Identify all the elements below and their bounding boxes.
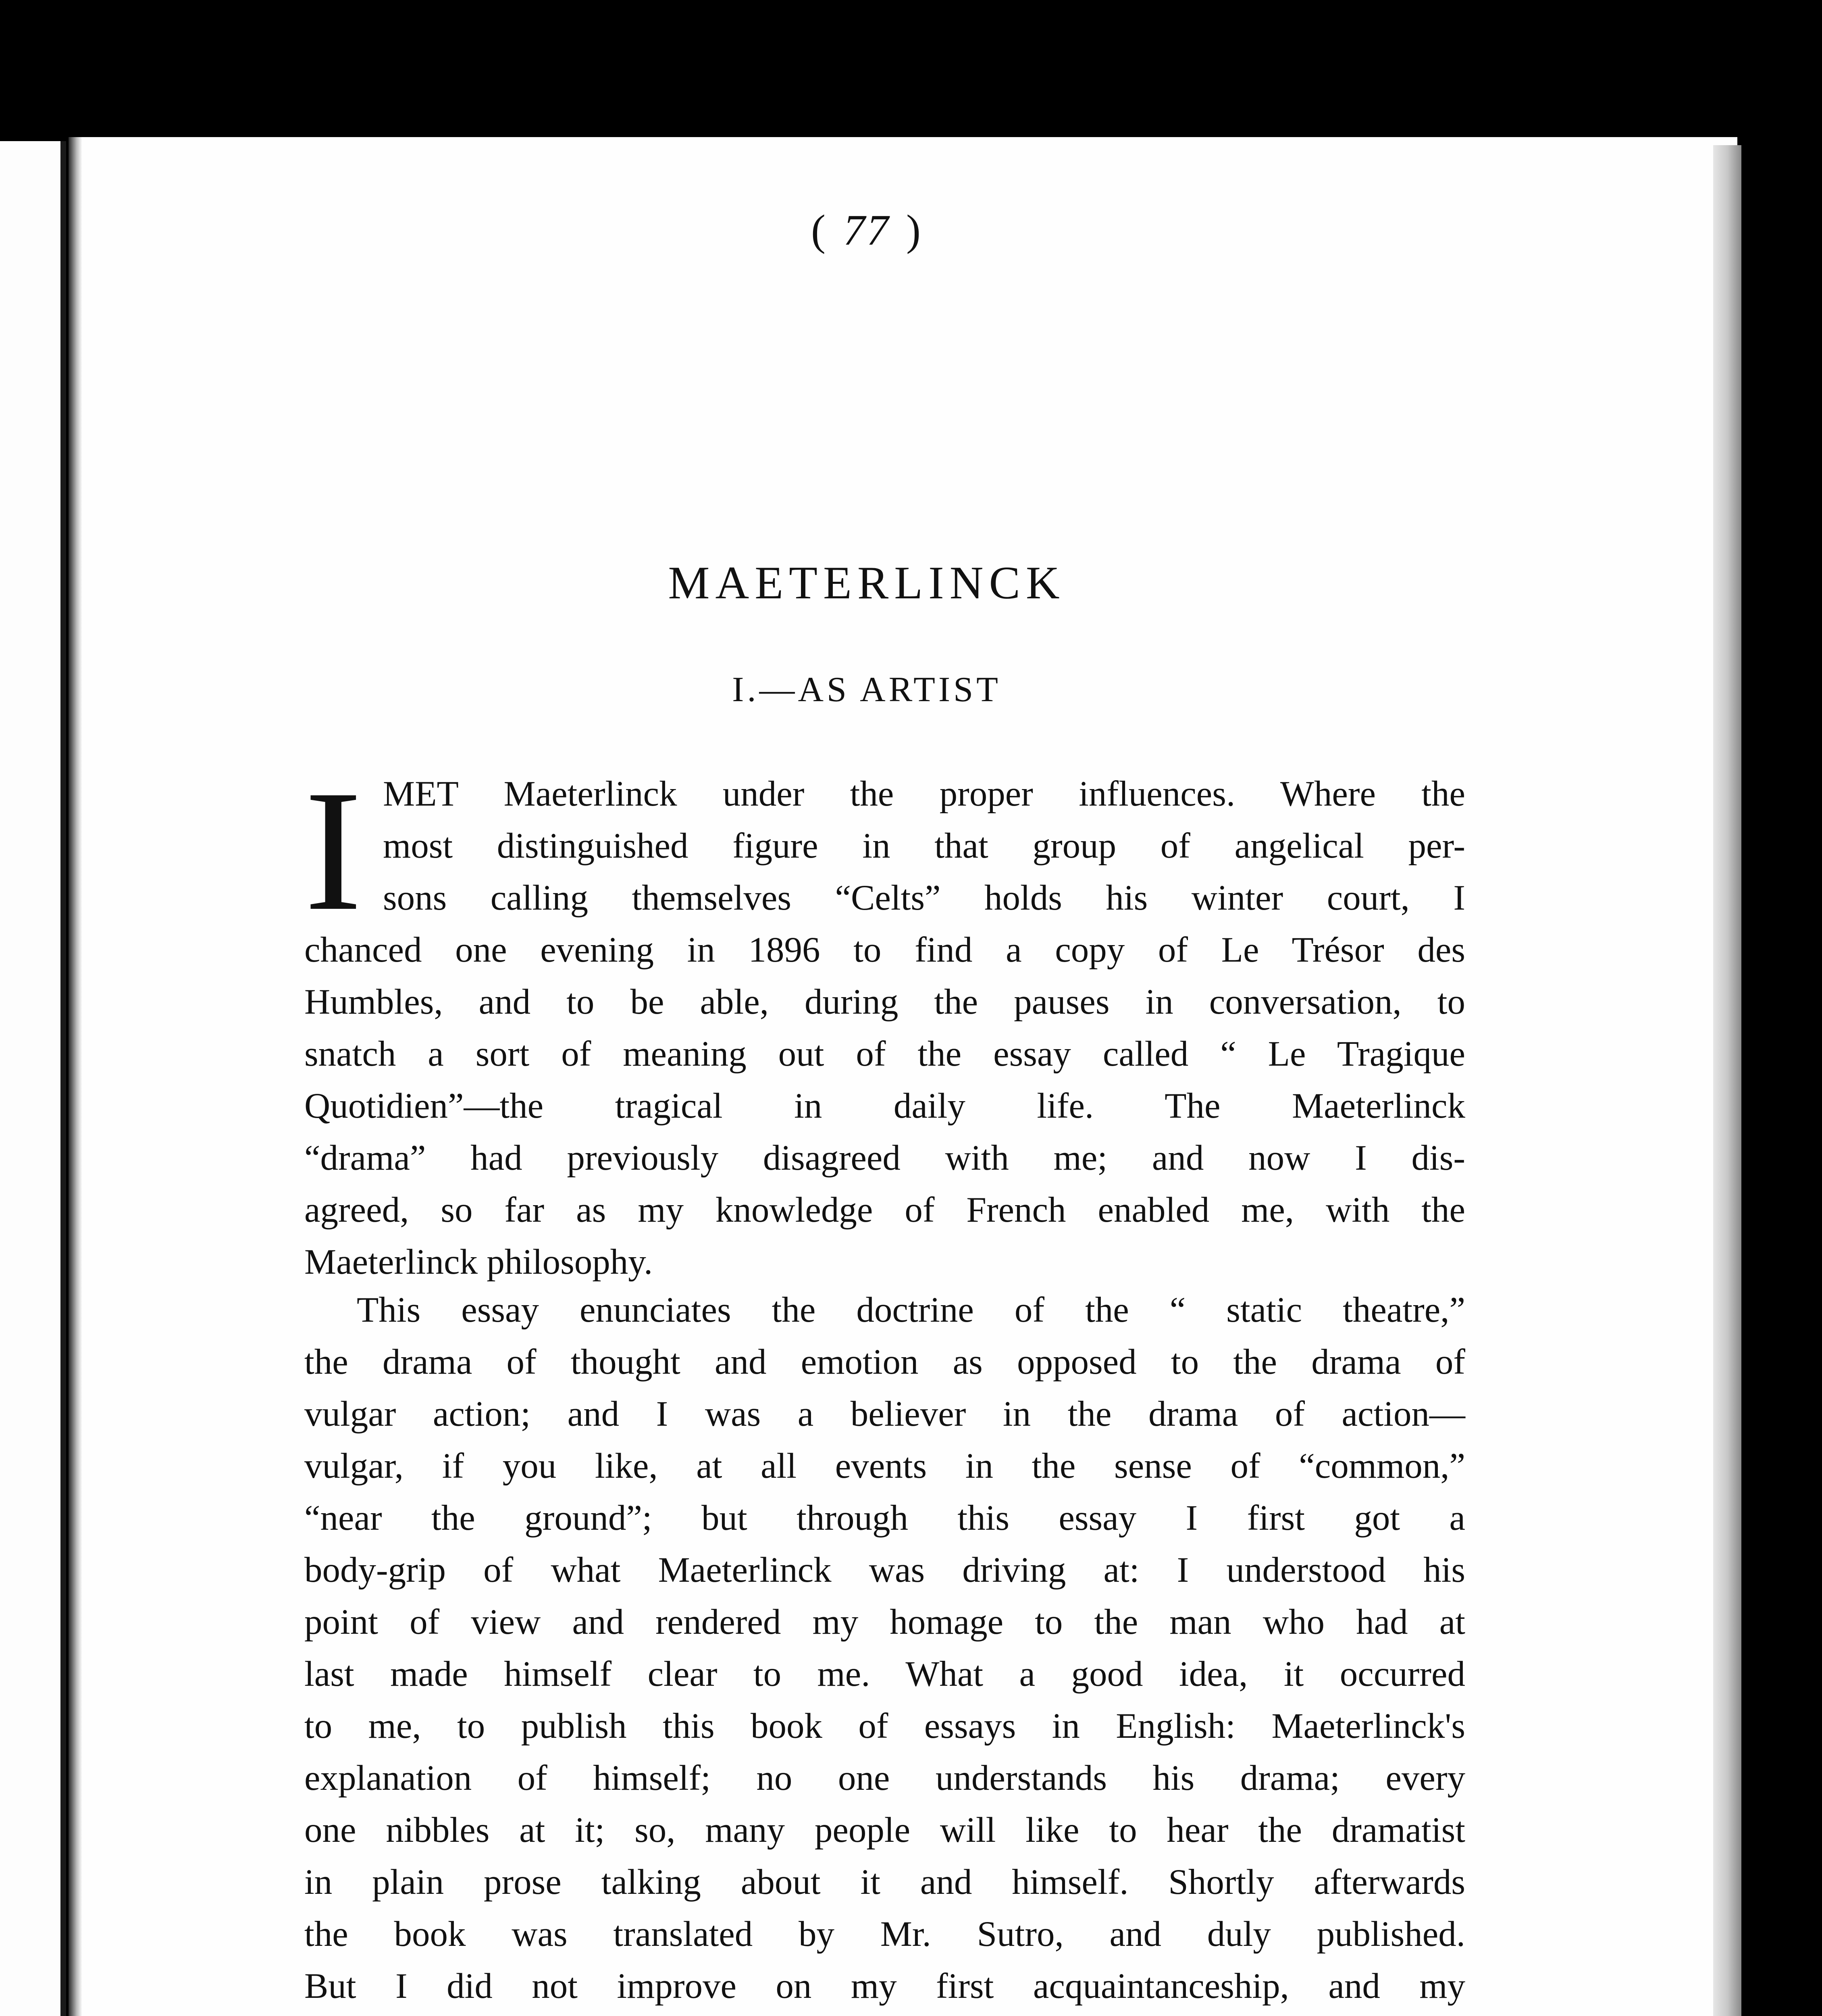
- text-line: snatch a sort of meaning out of the essay called “ Le Tragique: [304, 1034, 1465, 1074]
- section-heading: I.—AS ARTIST: [732, 670, 1001, 709]
- text-line: sons calling themselves “Celts” holds his winter court, I: [383, 878, 1465, 918]
- text-line: “near the ground”; but through this essay I first got a: [304, 1498, 1465, 1538]
- text-line: most distinguished figure in that group of angelical per-: [383, 826, 1465, 866]
- chapter-title: MAETERLINCK: [668, 557, 1065, 609]
- text-line: Quotidien”—the tragical in daily life. The Maeterlinck: [304, 1086, 1465, 1126]
- text-line: But I did not improve on my first acquaintanceship, and my: [304, 1966, 1465, 2006]
- text-line: Humbles, and to be able, during the pauses in conversation, to: [304, 982, 1465, 1022]
- text-line: the drama of thought and emotion as opposed to the drama of: [304, 1342, 1465, 1382]
- text-line: agreed, so far as my knowledge of French enabled me, with the: [304, 1190, 1465, 1230]
- text-line: vulgar action; and I was a believer in the drama of action—: [304, 1394, 1465, 1434]
- text-line: to me, to publish this book of essays in English: Maeterlinck's: [304, 1706, 1465, 1746]
- text-line: [304, 2012, 1465, 2016]
- text-line: MET Maeterlinck under the proper influences. Where the: [383, 774, 1465, 814]
- text-line: one nibbles at it; so, many people will like to hear the dramatist: [304, 1810, 1465, 1850]
- text-line: chanced one evening in 1896 to find a copy of Le Trésor des: [304, 930, 1465, 970]
- text-line: Maeterlinck philosophy.: [304, 1242, 653, 1282]
- page-right-edge: [1713, 145, 1741, 2016]
- text-line: the book was translated by Mr. Sutro, and duly published.: [304, 1914, 1465, 1954]
- paragraph-1: [304, 755, 1465, 1288]
- paragraph-2: [304, 1284, 1465, 2016]
- paragraph-1-indented: [304, 768, 1465, 924]
- page-number: [0, 206, 1733, 256]
- text-line: point of view and rendered my homage to the man who had at: [304, 1602, 1465, 1642]
- text-line: explanation of himself; no one understands his drama; every: [304, 1758, 1465, 1798]
- text-line: in plain prose talking about it and himself. Shortly afterwards: [304, 1862, 1465, 1902]
- drop-cap: I: [304, 755, 362, 947]
- page-number-close-paren: ): [906, 206, 922, 254]
- previous-page-edge: [0, 141, 66, 2016]
- page-number-value: 77: [843, 206, 890, 254]
- text-line: body-grip of what Maeterlinck was driving at: I understood his: [304, 1550, 1465, 1590]
- text-line: last made himself clear to me. What a good idea, it occurred: [304, 1654, 1465, 1694]
- page-number-open-paren: (: [811, 206, 827, 254]
- spine-shadow: [69, 137, 82, 2016]
- text-line: This essay enunciates the doctrine of the “ static theatre,”: [357, 1290, 1465, 1330]
- text-line: vulgar, if you like, at all events in the sense of “common,”: [304, 1446, 1465, 1486]
- text-line: “drama” had previously disagreed with me; and now I dis-: [304, 1138, 1465, 1178]
